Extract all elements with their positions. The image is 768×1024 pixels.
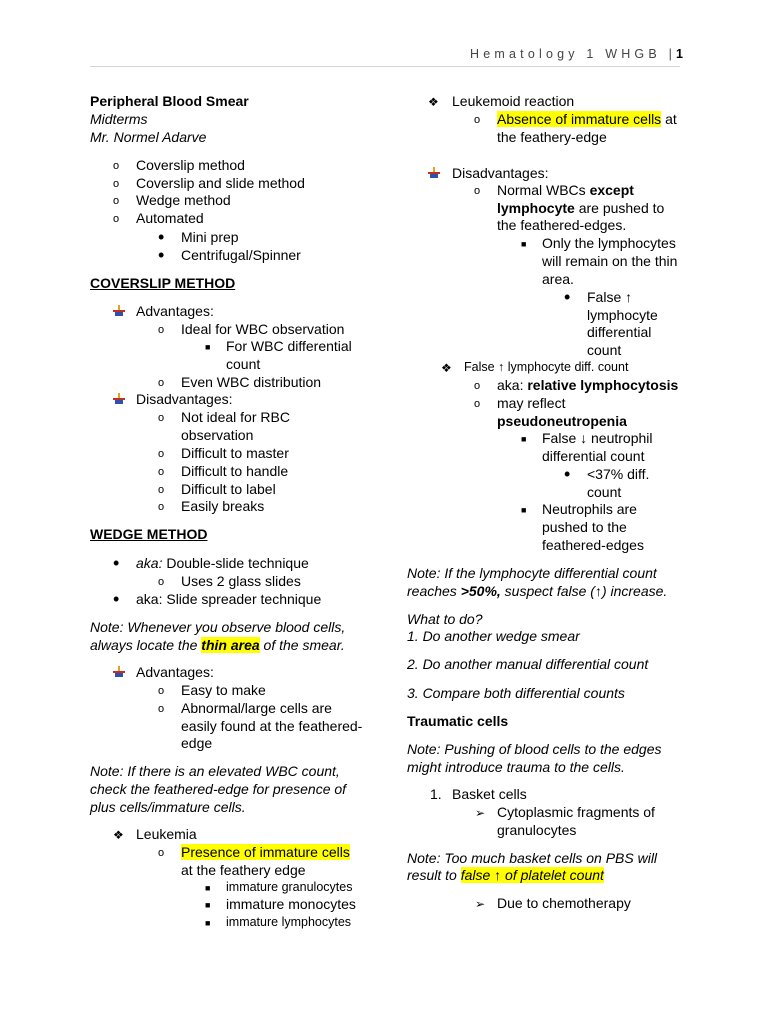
coverslip-dis-1: Not ideal for RBC: [181, 409, 290, 425]
wedge-aka-2: aka: Slide spreader technique: [136, 591, 322, 607]
bullet-diamond-icon: ❖: [428, 95, 439, 109]
header-separator: |: [668, 47, 677, 61]
wedge-note-2-cont: plus cells/immature cells.: [90, 799, 246, 815]
basket-cells: Basket cells: [452, 786, 527, 802]
aka-label: aka:: [136, 555, 163, 571]
due-to-chemo: Due to chemotherapy: [497, 895, 631, 911]
aka-relative-lymphocytosis: [497, 376, 678, 394]
item-text: at: [661, 111, 677, 127]
step-3: 3. Compare both differential counts: [407, 685, 625, 701]
doc-title: Peripheral Blood Smear: [90, 93, 249, 109]
bullet-circle: o: [158, 703, 165, 715]
false-neut-cont: differential count: [542, 448, 645, 464]
coverslip-heading: COVERSLIP METHOD: [90, 275, 236, 291]
aka-text: Double-slide technique: [162, 555, 309, 571]
bullet-dot: •: [564, 287, 571, 307]
note-text: reaches: [407, 583, 461, 599]
page-number: 1: [676, 47, 683, 61]
lymph-remain-cont: area.: [542, 271, 574, 287]
method-item: Coverslip and slide method: [136, 175, 305, 191]
cytoplasmic-fragments: Cytoplasmic fragments of: [497, 804, 655, 820]
absence-highlight: Absence of immature cells: [497, 111, 662, 127]
false-neut: False ↓ neutrophil: [542, 430, 653, 446]
false-lymph-item-cont: count: [587, 342, 622, 358]
bullet-circle: o: [158, 324, 165, 336]
bullet-circle: o: [158, 466, 165, 478]
leukemia-item-cont: at the feathery edge: [181, 862, 306, 878]
wedge-adv-2-cont: edge: [181, 735, 213, 751]
item-text: Normal WBCs: [497, 182, 590, 198]
bullet-circle: o: [474, 398, 481, 410]
bullet-circle: o: [158, 685, 165, 697]
neut-pushed: Neutrophils are: [542, 501, 637, 517]
what-to-do: What to do?: [407, 611, 483, 627]
leukemoid-item: [497, 110, 677, 128]
item-text: are pushed to: [574, 200, 665, 216]
bullet-square: ■: [521, 239, 527, 249]
bullet-circle: o: [113, 195, 120, 207]
platelet-highlight: false ↑ of platelet count: [460, 867, 604, 883]
bullet-dot: •: [113, 553, 120, 573]
bullet-circle: o: [158, 484, 165, 496]
note-text: always locate the: [90, 637, 202, 653]
pseudoneutropenia: pseudoneutropenia: [497, 413, 627, 429]
bullet-circle: o: [158, 501, 165, 513]
lymph-remain: Only the lymphocytes: [542, 235, 676, 251]
bullet-dot: •: [113, 589, 120, 609]
wedge-note-2-cont: check the feathered-edge for presence of: [90, 781, 347, 797]
arrow-bullet-icon: ➢: [475, 806, 486, 820]
traumatic-heading: Traumatic cells: [407, 713, 509, 729]
bullet-diamond-icon: ❖: [441, 361, 452, 375]
doc-term: Midterms: [90, 111, 148, 127]
bullet-square: ■: [205, 918, 211, 928]
item-bold: lymphocyte: [497, 200, 575, 216]
item-bold: relative lymphocytosis: [527, 377, 679, 393]
bullet-circle: o: [113, 213, 120, 225]
color-bullet-icon: [113, 666, 125, 678]
item-text: aka:: [497, 377, 528, 393]
color-bullet-icon: [113, 393, 125, 405]
item-bold: except: [589, 182, 634, 198]
bullet-dot: •: [158, 245, 165, 265]
method-item: Automated: [136, 210, 204, 226]
immature-cell-item: immature granulocytes: [226, 880, 353, 894]
wedge-note-1-cont: [90, 636, 345, 654]
note-trauma-cont: might introduce trauma to the cells.: [407, 759, 625, 775]
note-text: suspect false (↑) increase.: [500, 583, 668, 599]
step-2: 2. Do another manual differential count: [407, 656, 649, 672]
false-lymph-item-cont: differential: [587, 324, 652, 340]
leukemia-item: [181, 843, 350, 861]
bullet-circle: o: [158, 576, 165, 588]
note-basket-cont: [407, 866, 604, 884]
list-number: 1.: [430, 786, 442, 802]
immature-cell-item: immature monocytes: [226, 896, 356, 912]
bullet-square: ■: [521, 505, 527, 515]
false-lymph-item-cont: lymphocyte: [587, 307, 658, 323]
immature-cells-highlight: Presence of immature cells: [181, 844, 350, 860]
coverslip-dis-label: Disadvantages:: [136, 391, 233, 407]
cytoplasmic-fragments-cont: granulocytes: [497, 822, 577, 838]
leukemoid-item-cont: the feathery-edge: [497, 129, 607, 145]
automated-sub-item: Mini prep: [181, 229, 239, 245]
bullet-circle: o: [474, 380, 481, 392]
bullet-square: ■: [521, 434, 527, 444]
coverslip-adv-1-sub: For WBC differential: [226, 338, 352, 354]
wedge-aka-1: [136, 554, 309, 572]
coverslip-adv-1: Ideal for WBC observation: [181, 321, 345, 337]
color-bullet-icon: [428, 167, 440, 179]
lt37-item: <37% diff.: [587, 466, 650, 482]
bullet-circle: o: [158, 377, 165, 389]
coverslip-adv-2: Even WBC distribution: [181, 374, 322, 390]
coverslip-dis-2: Difficult to master: [181, 445, 289, 461]
lymph-remain-cont: will remain on the thin: [542, 253, 678, 269]
bullet-circle: o: [474, 185, 481, 197]
thin-area-highlight: thin area: [201, 637, 260, 653]
right-dis-label: Disadvantages:: [452, 165, 549, 181]
note-text: of the smear.: [259, 637, 345, 653]
wedge-adv-2: Abnormal/large cells are: [181, 700, 332, 716]
right-dis-1: [497, 181, 634, 199]
wedge-adv-label: Advantages:: [136, 664, 214, 680]
header-rule: [90, 66, 680, 67]
bullet-circle: o: [158, 847, 165, 859]
bullet-dot: •: [158, 227, 165, 247]
bullet-circle: o: [113, 178, 120, 190]
bullet-circle: o: [158, 412, 165, 424]
neut-pushed-cont: feathered-edges: [542, 537, 644, 553]
leukemia-label: Leukemia: [136, 826, 197, 842]
bullet-diamond-icon: ❖: [113, 828, 124, 842]
note-trauma: Note: Pushing of blood cells to the edges: [407, 741, 662, 757]
leukemoid-label: Leukemoid reaction: [452, 93, 575, 109]
wedge-adv-2-cont: easily found at the feathered-: [181, 718, 363, 734]
bullet-dot: •: [564, 464, 571, 484]
method-item: Coverslip method: [136, 157, 245, 173]
header-text: [470, 47, 683, 61]
wedge-heading: WEDGE METHOD: [90, 526, 208, 542]
wedge-note-2: Note: If there is an elevated WBC count,: [90, 763, 340, 779]
neut-pushed-cont: pushed to the: [542, 519, 627, 535]
wedge-note-1: Note: Whenever you observe blood cells,: [90, 619, 346, 635]
color-bullet-icon: [113, 305, 125, 317]
coverslip-dis-5: Easily breaks: [181, 498, 265, 514]
right-dis-1-cont: the feathered-edges.: [497, 217, 627, 233]
automated-sub-item: Centrifugal/Spinner: [181, 247, 301, 263]
bullet-circle: o: [113, 160, 120, 172]
note-lymph-count-cont: [407, 582, 667, 600]
right-dis-1-cont: [497, 199, 664, 217]
arrow-bullet-icon: ➢: [475, 897, 486, 911]
wedge-adv-1: Easy to make: [181, 682, 266, 698]
coverslip-dis-3: Difficult to handle: [181, 463, 289, 479]
bullet-circle: o: [474, 114, 481, 126]
false-lymph-heading: False ↑ lymphocyte diff. count: [464, 360, 629, 374]
step-1: 1. Do another wedge smear: [407, 628, 580, 644]
method-item: Wedge method: [136, 192, 231, 208]
coverslip-dis-1-cont: observation: [181, 427, 254, 443]
doc-instructor: Mr. Normel Adarve: [90, 129, 207, 145]
immature-cell-item: immature lymphocytes: [226, 915, 352, 929]
bullet-square: ■: [205, 900, 211, 910]
false-lymph-item: False ↑: [587, 289, 633, 305]
bullet-square: ■: [205, 342, 211, 352]
bullet-circle: o: [158, 448, 165, 460]
note-lymph-count: Note: If the lymphocyte differential count: [407, 565, 657, 581]
coverslip-dis-4: Difficult to label: [181, 481, 276, 497]
lt37-item-cont: count: [587, 484, 622, 500]
may-reflect: may reflect: [497, 395, 566, 411]
wedge-aka-1-sub: Uses 2 glass slides: [181, 573, 301, 589]
note-text: result to: [407, 867, 461, 883]
note-bold: >50%,: [460, 583, 501, 599]
header-title: Hematology 1 WHGB: [470, 47, 661, 61]
coverslip-adv-label: Advantages:: [136, 303, 214, 319]
bullet-square: ■: [205, 883, 211, 893]
coverslip-adv-1-sub-cont: count: [226, 356, 261, 372]
note-basket: Note: Too much basket cells on PBS will: [407, 850, 658, 866]
